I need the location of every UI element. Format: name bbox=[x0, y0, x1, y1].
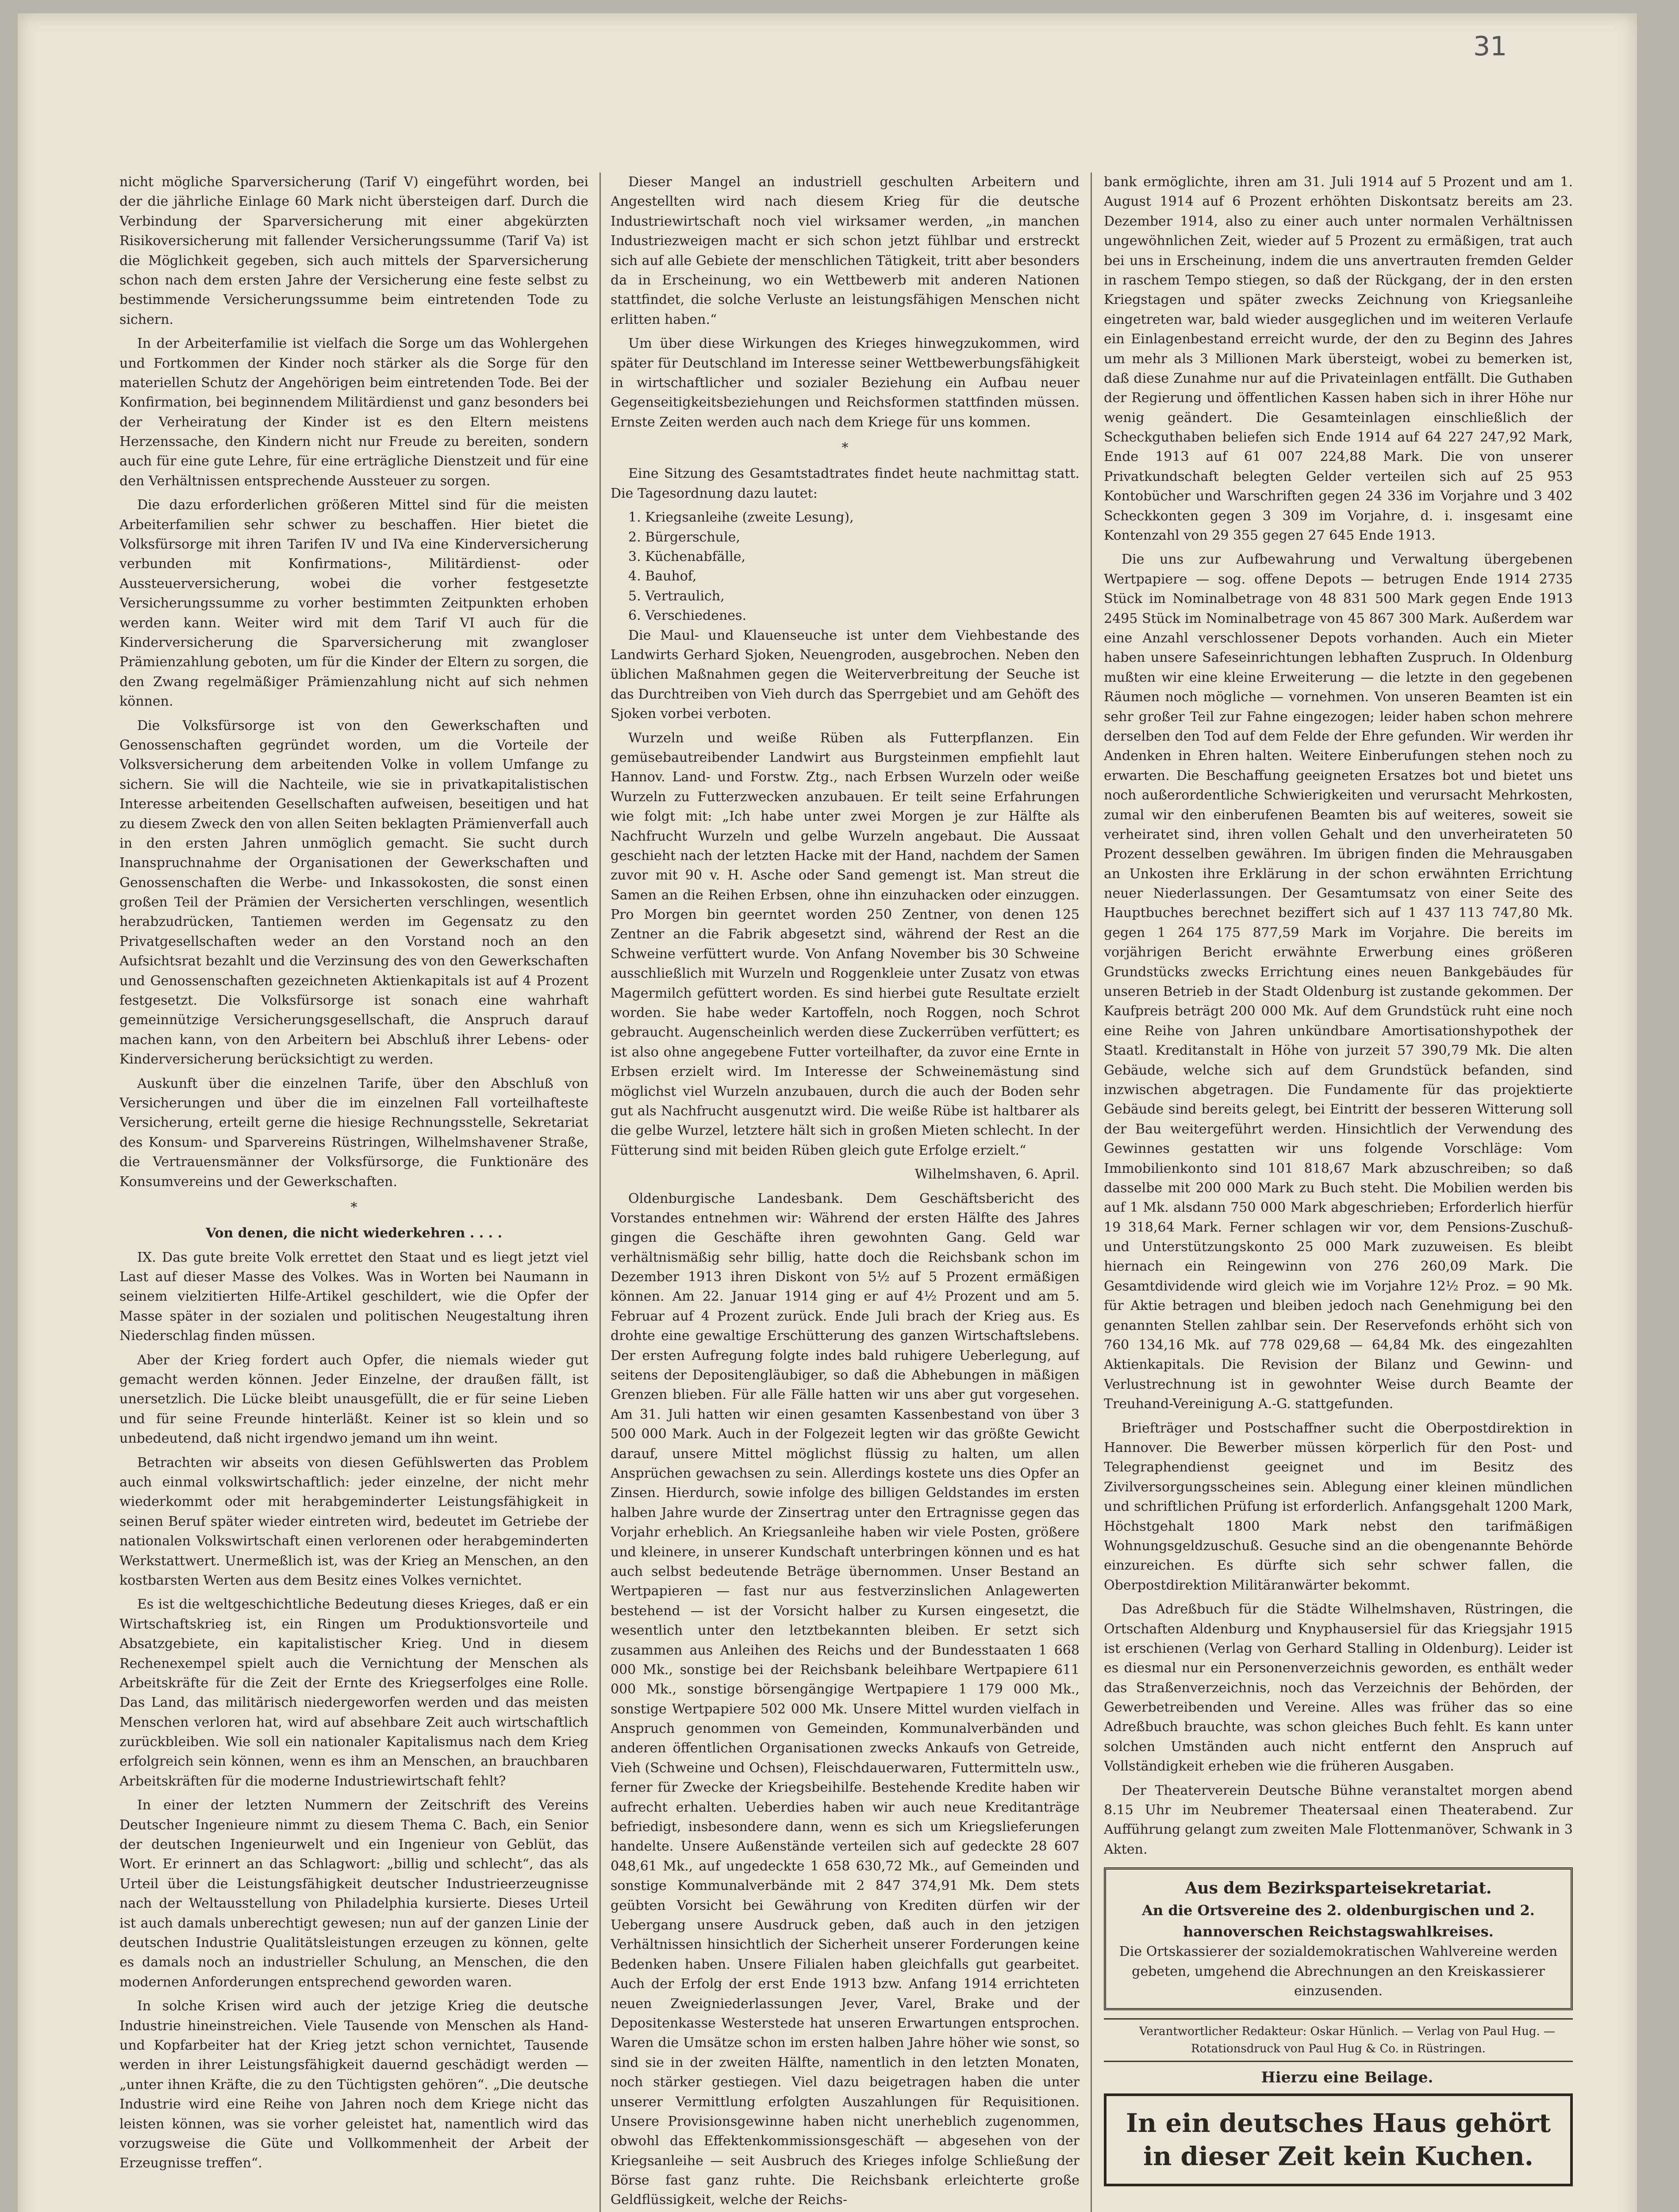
paragraph: Briefträger und Postschaffner sucht die Oberpostdirektion in Hannover. Die Bewerber müssen körperlich für den Post- und Telegraphendienst geeignet und im Besitz des Zivilversorgungsscheines sein. Ablegung einer kleinen mündlichen und schriftlichen Prüfung ist erforderlich. Anfangsgehalt 1200 Mark, Höchstgehalt 1800 Mark nebst den tarifmäßigen Wohnungsgeldzuschuß. Gesuche sind an die obengenannte Behörde einzureichen. Es dürfte sich sehr schwer fallen, die Oberpostdirektion Militäranwärter bekommt. bbox=[1104, 1420, 1573, 1593]
paragraph: Die Maul- und Klauenseuche ist unter dem Viehbestande des Landwirts Gerhard Sjoken, Neuengroden, ausgebrochen. Neben den üblichen Maßnahmen gegen die Weiterverbreitung der Seuche ist das Durchtreiben von Vieh durch das Sperrgebiet und am Gehöft des Sjoken vorbei verboten. bbox=[611, 627, 1080, 722]
column-divider bbox=[599, 173, 601, 2212]
paragraph: Auskunft über die einzelnen Tarife, über den Abschluß von Versicherungen und über die im einzelnen Fall vorteilhafteste Versicherung, erteilt gerne die hiesige Rechnungsstelle, Sekretariat des Konsum- und Sparvereins Rüstringen, Wilhelmshavener Straße, die Vertrauensmänner der Volksfürsorge, die Funktionäre des Konsumvereins und der Gewerkschaften. bbox=[119, 1075, 588, 1190]
supplement-note: Hierzu eine Beilage. bbox=[1261, 2069, 1433, 2087]
paragraph: Es ist die weltgeschichtliche Bedeutung dieses Krieges, daß er ein Wirtschaftskrieg ist, ein Ringen um Produktionsvorteile und Absatzgebiete, ein kapitalistischer Krieg. Und in diesem Rechenexempel spielt auch die Vernichtung der Menschen als Arbeitskräfte für die Zeit der Ernte des Kriegserfolges eine Rolle. Das Land, das militärisch niedergeworfen werden und das meisten Menschen verloren hat, wird auf absehbare Zeit auch wirtschaftlich zurückbleiben. Wie soll ein nationaler Kapitalismus nach dem Krieg erfolgreich sein können, wenn es ihm an Menschen, an brauchbaren Arbeitskräften für die moderne Industriewirtschaft fehlt? bbox=[119, 1597, 588, 1789]
column-divider bbox=[1091, 173, 1092, 2212]
paragraph: In einer der letzten Nummern der Zeitschrift des Vereins Deutscher Ingenieure nimmt zu diesem Thema C. Bach, ein Senior der deutschen Ingenieurwelt und ein Ingenieur von Geblüt, das Wort. Er erinnert an das Schlagwort: „billig und schlecht“, das als Urteil über die Leistungsfähigkeit deutscher Industrieerzeugnisse nach der Weltausstellung von Philadelphia kursierte. Dieses Urteil ist auch damals unberechtigt gewesen; nun auf der ganzen Linie der deutschen Industrie Qualitätsleistungen erzeugen zu können, gelte es damals noch an industrieller Schulung, an Menschen, die den modernen Anforderungen entsprechend geworden waren. bbox=[119, 1797, 588, 1990]
separator: * bbox=[841, 440, 849, 456]
agenda-item: 5. Vertraulich, bbox=[628, 588, 725, 604]
notice-subtitle: An die Ortsvereine des 2. oldenburgischen und 2. hannoverschen Reichstagswahlkreises. bbox=[1142, 1902, 1535, 1940]
party-notice-box bbox=[1104, 1867, 1573, 2010]
agenda-item: 3. Küchenabfälle, bbox=[628, 549, 745, 565]
paragraph: In solche Krisen wird auch der jetzige Krieg die deutsche Industrie hineinstreichen. Viele Tausende von Menschen als Hand- und Kopfarbeiter hat der Krieg jetzt schon vernichtet, Tausende werden in ihrer Leistungsfähigkeit dauernd geschädigt werden — „unter ihnen Kräfte, die zu den Tüchtigsten gehören“. „Die deutsche Industrie wird eine Reihe von Jahren noch dem Kriege nicht das leisten können, was sie vorher geleistet hat, namentlich wird das vorzugsweise die Güte und Vollkommenheit der Arbeit der Erzeugnisse treffen“. bbox=[119, 1998, 588, 2171]
dateline: Wilhelmshaven, 6. April. bbox=[914, 1167, 1080, 1183]
column-1 bbox=[119, 173, 588, 2212]
notice-text: Die Ortskassierer der sozialdemokratischen Wahlvereine werden gebeten, umgehend die Abrechnungen an den Kreiskassierer einzusenden. bbox=[1119, 1944, 1558, 1999]
newspaper-page bbox=[18, 13, 1637, 2212]
paragraph: IX. Das gute breite Volk errettet den Staat und es liegt jetzt viel Last auf dieser Masse des Volkes. Was in Worten bei Naumann in seinem vielzitierten Hilfe-Artikel geschildert, wie die Opfer der Masse später in der sozialen und politischen Neugestaltung ihren Niederschlag finden müssen. bbox=[119, 1249, 588, 1344]
paragraph: Wurzeln und weiße Rüben als Futterpflanzen. Ein gemüsebautreibender Landwirt aus Burgsteinmen empfiehlt laut Hannov. Land- und Forstw. Ztg., nach Erbsen Wurzeln oder weiße Wurzeln zu Futterzwecken anzubauen. Er teilt seine Erfahrungen wie folgt mit: „Ich habe unter zwei Morgen je zur Hälfte als Nachfrucht Wurzeln und gelbe Wurzeln angebaut. Die Aussaat geschieht nach der letzten Hacke mit der Hand, nachdem der Samen zuvor mit 90 v. H. Asche oder Sand gemengt ist. Man streut die Samen an die Reihen Erbsen, ohne ihn einzuhacken oder einzuggen. Pro Morgen bin geerntet worden 250 Zentner, von denen 125 Zentner an die Fabrik abgesetzt sind, während der Rest an die Schweine verfüttert wurde. Von Anfang November bis 30 Schweine ausschließlich mit Wurzeln und Roggenkleie unter Zusatz von etwas Magermilch gefüttert worden. Es sind hierbei gute Resultate erzielt worden. Sie habe weder Kartoffeln, noch Roggen, noch Schrot gebraucht. Augenscheinlich werden diese Zuckerrüben verfüttert; es ist also ohne angegebene Futter vorteilhafter, da zuvor eine Ernte in Erbsen erzielt wird. Im Interesse der Schweinemästung sind möglichst viel Wurzeln anzubauen, durch die auch der Boden sehr gut als Nachfrucht ausgenutzt wird. Die weiße Rübe ist haltbarer als die gelbe Wurzel, letztere hält sich in großen Mieten schlecht. In der Fütterung sind mit beiden Rüben gleich gute Erfolge erzielt.“ bbox=[611, 730, 1080, 1158]
paragraph: Die Volksfürsorge ist von den Gewerkschaften und Genossenschaften gegründet worden, um die Vorteile der Volksversicherung dem arbeitenden Volke in vollem Umfange zu sichern. Sie will die Nachteile, wie sie in privatkapitalistischen Interesse arbeitenden Gesellschaften aufweisen, beseitigen und hat zu diesem Zweck den von allen Seiten beklagten Prämienverfall auch in den ersten Jahren unmöglich gemacht. Sie sucht durch Inanspruchnahme der Organisationen der Gewerkschaften und Genossenschaften die Werbe- und Inkassokosten, die sonst einen großen Teil der Prämien der Versicherten verschlingen, wesentlich herabzudrücken, Tantiemen werden im Gegensatz zu den Privatgesellschaften weder an den Vorstand noch an den Aufsichtsrat bezahlt und die Verzinsung des von den Gewerkschaften und Genossenschaften gezeichneten Aktienkapitals ist auf 4 Prozent festgesetzt. Die Volksfürsorge ist sonach eine wahrhaft gemeinnützige Versicherungsgesellschaft, die Anspruch darauf machen kann, von den Arbeitern bei Abschluß ihrer Lebens- oder Kinderversicherung berücksichtigt zu werden. bbox=[119, 718, 588, 1068]
paragraph: Die uns zur Aufbewahrung und Verwaltung übergebenen Wertpapiere — sog. offene Depots — betrugen Ende 1914 2735 Stück im Nominalbetrage von 48 831 500 Mark gegen Ende 1913 2495 Stück im Nominalbetrage von 45 867 300 Mark. Außerdem war eine Anzahl verschlossener Depots vorhanden. Auch ein Mieter haben unsere Safeseinrichtungen lebhaften Zuspruch. In Oldenburg mußten wir eine kleine Erweiterung — die letzte in den gegebenen Räumen noch mögliche — vornehmen. Von unseren Beamten ist ein sehr großer Teil zur Fahne eingezogen; leider haben schon mehrere derselben den Tod auf dem Felde der Ehre gefunden. Wir werden ihr Andenken in Ehren halten. Weitere Einberufungen stehen noch zu erwarten. Die Beschaffung geeigneten Ersatzes bot und bietet uns noch außerordentliche Schwierigkeiten und verursacht Mehrkosten, zumal wir den einberufenen Beamten bis auf weiteres, soweit sie verheiratet sind, ihren vollen Gehalt und den unverheirateten 50 Prozent desselben gewähren. Im übrigen finden die Mehrausgaben an Unkosten ihre Erklärung in der schon erwähnten Errichtung neuer Niederlassungen. Der Gesamtumsatz von einer Seite des Hauptbuches berechnet beziffert sich auf 1 437 113 747,80 Mk. gegen 1 264 175 877,59 Mark im Vorjahre. Die bereits im vorjährigen Bericht erwähnte Erwerbung eines größeren Grundstücks zwecks Errichtung eines neuen Bankgebäudes für unseren Betrieb in der Stadt Oldenburg ist zustande gekommen. Der Kaufpreis beträgt 200 000 Mk. Auf dem Grundstück ruht eine noch eine Reihe von Jahren unkündbare Amortisationshypothek der Staatl. Kreditanstalt in Höhe von jurzeit 57 390,79 Mk. Die alten Gebäude, welche sich auf dem Grundstück befanden, sind inzwischen abgetragen. Die Fundamente für das projektierte Gebäude sind bereits gelegt, bei Eintritt der besseren Witterung soll der Bau weitergeführt werden. Hinsichtlich der Verwendung des Gewinnes gestatten wir uns folgende Vorschläge: Vom Immobilienkonto sind 101 818,67 Mark abzuschreiben; so daß dasselbe mit 200 000 Mark zu Buch steht. Die Mobilien werden bis auf 1 Mk. alsdann 750 000 Mark abgeschrieben; Erforderlich hierfür 19 318,64 Mark. Ferner schlagen wir vor, dem Pensions-Zuschuß- und Unterstützungskonto 25 000 Mark zuzuweisen. Es bleibt hiernach ein Reingewinn von 276 260,09 Mark. Die Gesamtdividende wird gleich wie im Vorjahre 12½ Proz. = 90 Mk. für Aktie betragen und bleiben jedoch nach Genehmigung bei den genannten Stellen zahlbar sein. Der Reservefonds erhöht sich von 760 134,16 Mk. auf 778 029,68 — 64,84 Mk. des eingezahlten Aktienkapitals. Die Revision der Bilanz und Gewinn- und Verlustrechnung ist in gewohnter Weise durch Beamte der Treuhand-Vereinigung A.-G. stattgefunden. bbox=[1104, 552, 1573, 1412]
paragraph: bank ermöglichte, ihren am 31. Juli 1914 auf 5 Prozent und am 1. August 1914 auf 6 Prozent erhöhten Diskontsatz bereits am 23. Dezember 1914, also zu einer auch unter normalen Verhältnissen ungewöhnlichen Zeit, wieder auf 5 Prozent zu ermäßigen, trat auch bei uns in Erscheinung, indem die uns anvertrauten fremden Gelder in raschem Tempo stiegen, so daß der Rückgang, der in den ersten Kriegstagen und später zwecks Zeichnung von Kriegsanleihe eingetreten war, bald wieder ausgeglichen und im weiteren Verlaufe ein Einlagenbestand erreicht wurde, der den zu Beginn des Jahres um mehr als 3 Millionen Mark übersteigt, wobei zu bemerken ist, daß diese Zunahme nur auf die Privateinlagen entfällt. Die Guthaben der Regierung und öffentlichen Kassen haben sich in ihrer Höhe nur wenig geändert. Die Gesamteinlagen einschließlich der Scheckguthaben beliefen sich Ende 1914 auf 64 227 247,92 Mark, Ende 1913 auf 61 007 224,88 Mark. Die von unserer Privatkundschaft belegten Gelder verteilen sich auf 25 953 Kontobücher und Warschriften gegen 24 336 im Vorjahre und 3 402 Scheckkonten gegen 3 309 im Vorjahre, d. i. insgesamt eine Kontenzahl von 29 355 gegen 27 645 Ende 1913. bbox=[1104, 174, 1573, 544]
agenda-item: 2. Bürgerschule, bbox=[628, 529, 740, 545]
paragraph: Eine Sitzung des Gesamtstadtrates findet heute nachmittag statt. Die Tagesordnung dazu lautet: bbox=[611, 466, 1080, 501]
paragraph: In der Arbeiterfamilie ist vielfach die Sorge um das Wohlergehen und Fortkommen der Kinder noch stärker als die Sorge für den materiellen Schutz der Angehörigen beim eintretenden Tode. Bei der Konfirmation, bei beginnendem Militärdienst und ganz besonders bei der Verheiratung der Kinder ist es den Eltern meistens Herzenssache, den Kindern nicht nur Freude zu bereiten, sondern auch für eine gute Lehre, für eine erträgliche Dienstzeit und für eine den Verhältnissen entsprechende Aussteuer zu sorgen. bbox=[119, 336, 588, 489]
agenda-item: 4. Bauhof, bbox=[628, 568, 697, 584]
column-2 bbox=[611, 173, 1080, 2212]
paragraph: Das Adreßbuch für die Städte Wilhelmshaven, Rüstringen, die Ortschaften Aldenburg und Knyphausersiel für das Kriegsjahr 1915 ist erschienen (Verlag von Gerhard Stalling in Oldenburg). Leider ist es diesmal nur ein Personenverzeichnis geworden, es enthält weder das Straßenverzeichnis, noch das Verzeichnis der Behörden, der Gewerbetreibenden und Vereine. Alles was früher das so eine Adreßbuch brauchte, was schon gleiches Buch fehlt. Es kann unter solchen Umständen auch nicht entfernt den Anspruch auf Vollständigkeit erheben wie die früheren Ausgaben. bbox=[1104, 1601, 1573, 1774]
paragraph: Aber der Krieg fordert auch Opfer, die niemals wieder gut gemacht werden können. Jeder Einzelne, der draußen fällt, ist unersetzlich. Die Lücke bleibt unausgefüllt, die er für seine Lieben und für seine Freunde hinterläßt. Keiner ist so klein und so unbedeutend, daß nicht irgendwo jemand um ihn weint. bbox=[119, 1352, 588, 1447]
slogan-box: In ein deutsches Haus gehört in dieser Zeit kein Kuchen. bbox=[1104, 2093, 1573, 2187]
notice-title: Aus dem Bezirksparteisekretariat. bbox=[1185, 1879, 1492, 1898]
paragraph: Der Theaterverein Deutsche Bühne veranstaltet morgen abend 8.15 Uhr im Neubremer Theatersaal einen Theaterabend. Zur Aufführung gelangt zum zweiten Male Flottenmanöver, Schwank in 3 Akten. bbox=[1104, 1782, 1573, 1857]
agenda-item: 6. Verschiedenes. bbox=[628, 608, 746, 624]
page-number: 31 bbox=[1473, 31, 1507, 62]
paragraph: Betrachten wir abseits von diesen Gefühlswerten das Problem auch einmal volkswirtschaftlich: jeder einzelne, der nicht mehr wiederkommt oder mit herabgeminderter Leistungsfähigkeit in seinen Beruf später wieder eintreten wird, bedeutet im Getriebe der nationalen Volkswirtschaft einen verlorenen oder herabgeminderten Werkstattwert. Unermeßlich ist, was der Krieg an Menschen, an den kostbarsten Werten aus dem Besitz eines Volkes vernichtet. bbox=[119, 1455, 588, 1588]
column-3 bbox=[1104, 173, 1573, 2212]
paragraph: nicht mögliche Sparversicherung (Tarif V) eingeführt worden, bei der die jährliche Einlage 60 Mark nicht übersteigen darf. Durch die Verbindung der Sparversicherung mit einer abgekürzten Risikoversicherung mit fallender Versicherungssumme (Tarif Va) ist die Möglichkeit gegeben, sich auch mittels der Sparversicherung schon nach dem ersten Jahre der Versicherung eine feste selbst zu bestimmende Versicherungssumme beim eintretenden Tode zu sichern. bbox=[119, 174, 588, 327]
paragraph: Die dazu erforderlichen größeren Mittel sind für die meisten Arbeiterfamilien sehr schwer zu beschaffen. Hier bietet die Volksfürsorge mit ihren Tarifen IV und IVa eine Kinderversicherung verbunden mit Konfirmations-, Militärdienst- oder Aussteuerversicherung, wobei die vorher festgesetzte Versicherungssumme zu vorher bestimmten Zeitpunkten erhoben werden kann. Weiter wird mit dem Tarif VI auch für die Kinderversicherung die Sparversicherung mit zwangloser Prämienzahlung geboten, um für die Kinder der Eltern zu sorgen, die den Zwang regelmäßiger Prämienzahlung nicht auf sich nehmen können. bbox=[119, 497, 588, 710]
agenda-item: 1. Kriegsanleihe (zweite Lesung), bbox=[628, 510, 854, 526]
paragraph: Um über diese Wirkungen des Krieges hinwegzukommen, wird später für Deutschland im Interesse seiner Wettbewerbungsfähigkeit in wirtschaftlicher und sozialer Beziehung ein Aufbau neuer Gegenseitigkeitsbeziehungen und Reichsformen stattfinden müssen. Ernste Zeiten werden auch nach dem Kriege für uns kommen. bbox=[611, 336, 1080, 430]
imprint: Verantwortlicher Redakteur: Oskar Hünlich. — Verlag von Paul Hug. — Rotationsdruck von Paul Hug & Co. in Rüstringen. bbox=[1104, 2018, 1573, 2062]
paragraph: Oldenburgische Landesbank. Dem Geschäftsbericht des Vorstandes entnehmen wir: Während der ersten Hälfte des Jahres gingen die Geschäfte ihren gewohnten Gang. Geld war verhältnismäßig sehr billig, hatte doch die Reichsbank schon im Dezember 1913 ihren Diskont von 5½ auf 5 Prozent ermäßigen können. Am 22. Januar 1914 ging er auf 4½ Prozent und am 5. Februar auf 4 Prozent zurück. Ende Juli brach der Krieg aus. Es drohte eine gewaltige Erschütterung des ganzen Wirtschaftslebens. Der ersten Aufregung folgte indes bald ruhigere Ueberlegung, auf seitens der Depositengläubiger, so daß die Abhebungen in mäßigen Grenzen blieben. Für alle Fälle hatten wir uns aber gut vorgesehen. Am 31. Juli hatten wir einen gesamten Kassenbestand von über 3 500 000 Mark. Auch in der Folgezeit legten wir das größte Gewicht darauf, unsere Mittel möglichst flüssig zu halten, um allen Ansprüchen gewachsen zu sein. Allerdings kostete uns dies Opfer an Zinsen. Hierdurch, sowie infolge des billigen Geldstandes im ersten halben Jahre wurde der Zinsertrag unter den Ertragnisse gegen das Vorjahr erheblich. An Kriegsanleihe haben wir viele Posten, größere und kleinere, in unserer Kundschaft unterbringen können und es hat auch selbst bedeutende Beträge übernommen. Unser Bestand an Wertpapieren — fast nur aus festverzinslichen Anlagewerten bestehend — ist der Vorsicht halber zu Kursen eingesetzt, die wesentlich unter den letztbekannten bleiben. Er setzt sich zusammen aus Anleihen des Reichs und der Bundesstaaten 1 668 000 Mk., sonstige bei der Reichsbank beleihbare Wertpapiere 611 000 Mk., sonstige börsengängige Wertpapiere 1 179 000 Mk., sonstige Wertpapiere 502 000 Mk. Unsere Mittel wurden vielfach in Anspruch genommen von Gemeinden, Kommunalverbänden und anderen öffentlichen Organisationen zwecks Ankaufs von Getreide, Vieh (Schweine und Ochsen), Fleischdauerwaren, Futtermitteln usw., ferner für Zwecke der Kriegsbeihilfe. Bestehende Kredite haben wir aufrecht erhalten. Ueberdies haben wir auch neue Kreditanträge befriedigt, insbesondere dann, wenn es sich um Kriegslieferungen handelte. Unsere Außenstände verteilen sich auf gedeckte 28 607 048,61 Mk., auf ungedeckte 1 658 630,72 Mk., auf Gemeinden und sonstige Kommunalverbände mit 2 847 374,91 Mk. Dem stets geübten Vorsicht bei Gewährung von Krediten dürfen wir der Uebergang unsere Ausdruck geben, daß auch in den jetzigen Verhältnissen hinsichtlich der Sicherheit unserer Forderungen keine Bedenken haben. Unsere Filialen haben gleichfalls gut gearbeitet. Auch der Erfolg der erst Ende 1913 bzw. Anfang 1914 errichteten neuen Zweigniederlassungen Jever, Varel, Brake und der Depositenkasse Westerstede hat unseren Erwartungen entsprochen. Waren die Umsätze schon im ersten halben Jahre höher wie sonst, so sind sie in der zweiten Hälfte, namentlich in den letzten Monaten, noch stärker gestiegen. Viel dazu beigetragen haben die unter unserer Vermittlung erfolgten Auszahlungen für Requisitionen. Unsere Provisionsgewinne haben nicht unerheblich zugenommen, obwohl das Effektenkommissionsgeschäft — abgesehen von der Kriegsanleihe — seit Ausbruch des Krieges infolge Schließung der Börse fast ganz ruhte. Die Reichsbank erleichterte große Geldflüssigkeit, welche der Reichs- bbox=[611, 1190, 1080, 2208]
paragraph: Dieser Mangel an industriell geschulten Arbeitern und Angestellten wird nach diesem Krieg für die deutsche Industriewirtschaft noch viel wirksamer werden, „in manchen Industriezweigen macht er sich schon jetzt fühlbar und erstreckt sich auf alle Gebiete der menschlichen Tätigkeit, tritt aber besonders da in Erscheinung, wo ein Wettbewerb mit anderen Nationen stattfindet, die solche Verluste an leistungsfähigen Menschen nicht erlitten haben.“ bbox=[611, 174, 1080, 327]
article-heading: Von denen, die nicht wiederkehren . . . . bbox=[205, 1225, 503, 1241]
separator: * bbox=[350, 1199, 357, 1215]
